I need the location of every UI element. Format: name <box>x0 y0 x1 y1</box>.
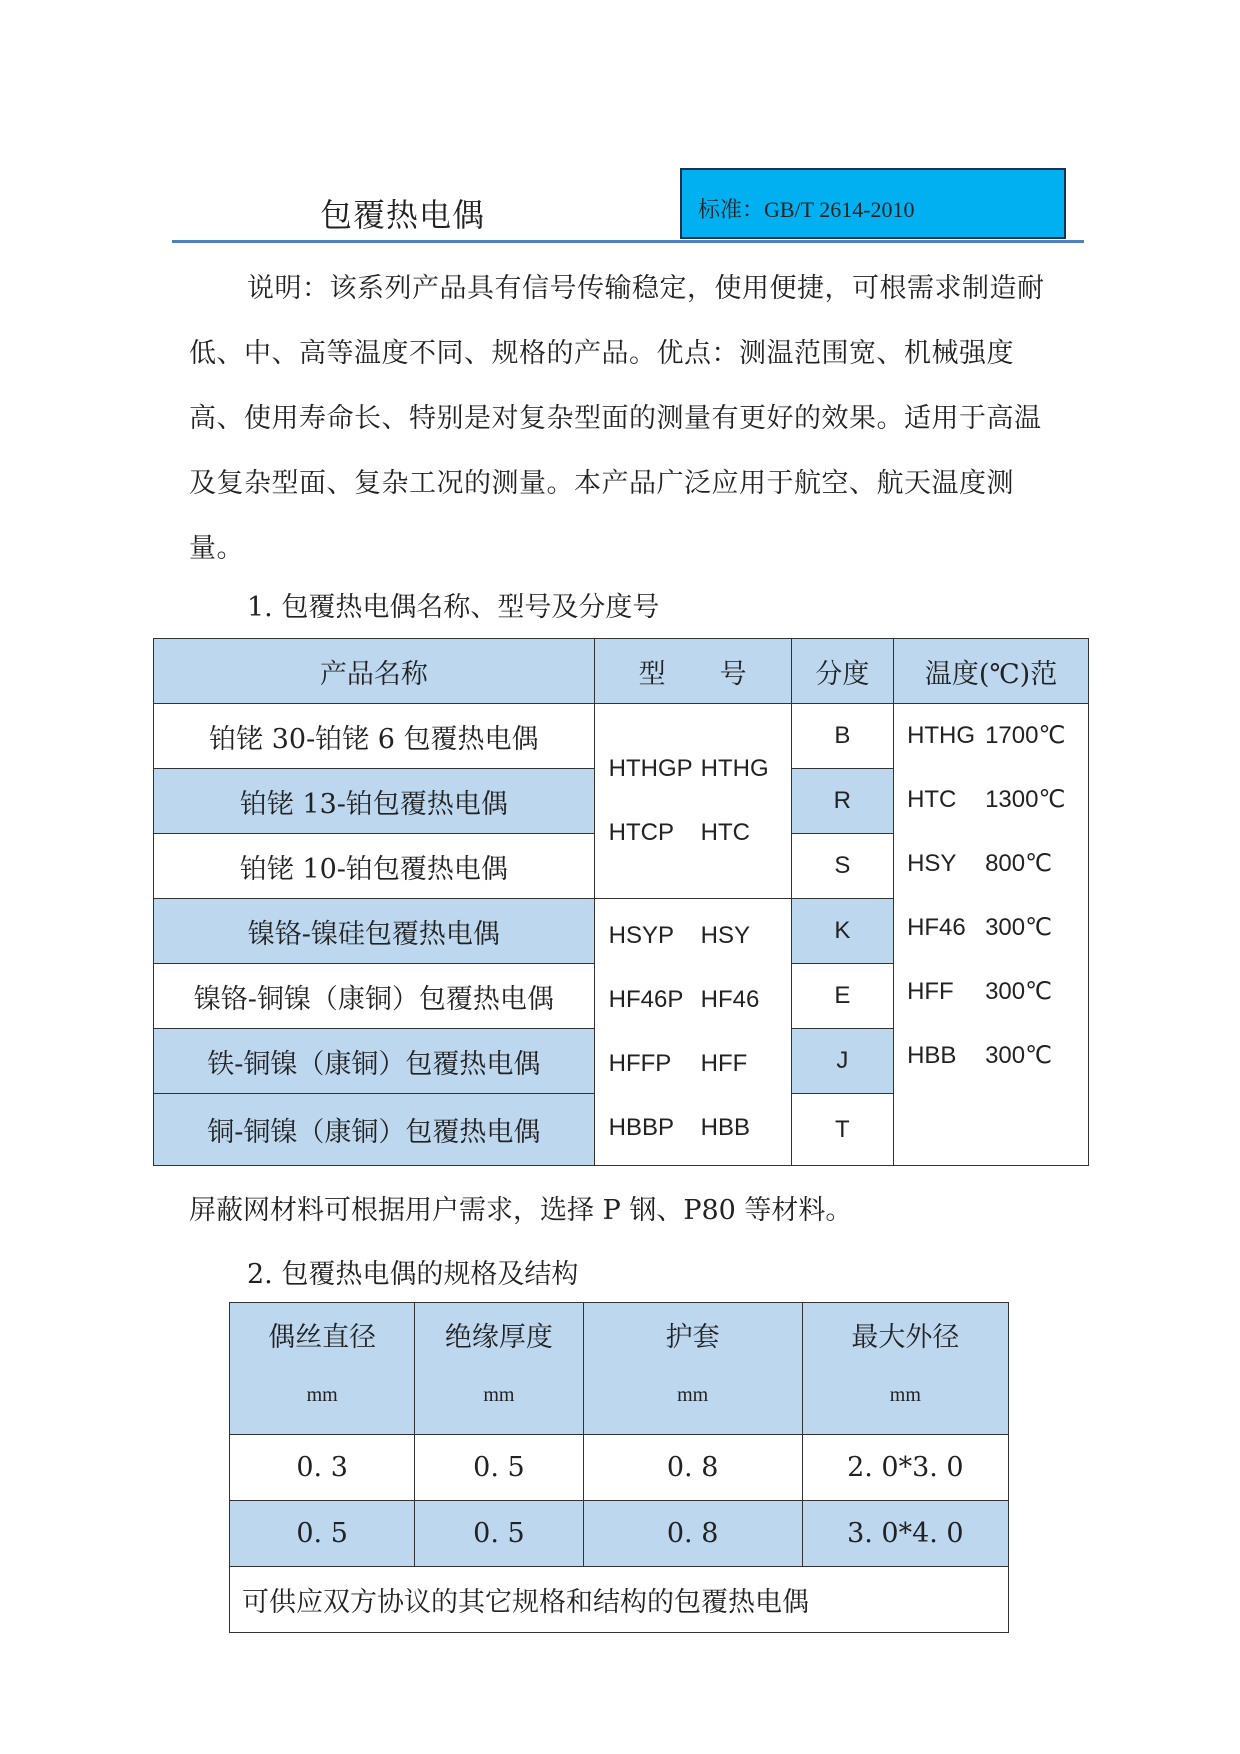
header-label: 护套 <box>665 1322 720 1353</box>
header-graduation: 分度 <box>791 639 894 704</box>
model-code: HFF <box>700 1050 748 1077</box>
temp-value: 1700℃ <box>985 722 1066 749</box>
table-cell: 0. 8 <box>583 1501 802 1567</box>
temp-model: HTHG <box>907 722 976 749</box>
temperature-cell <box>894 704 1089 1166</box>
product-name-cell: 铁-铜镍（康铜）包覆热电偶 <box>154 1029 595 1094</box>
table-header-row <box>154 639 1089 704</box>
product-name-cell: 镍铬-镍硅包覆热电偶 <box>154 899 595 964</box>
table-cell: 0. 3 <box>230 1435 415 1501</box>
temp-value: 300℃ <box>985 978 1053 1005</box>
graduation-cell: S <box>791 834 894 899</box>
model-code: HBB <box>700 1114 750 1141</box>
table-footer-note: 可供应双方协议的其它规格和结构的包覆热电偶 <box>230 1567 1009 1633</box>
standard-label: 标准：GB/T 2614-2010 <box>698 197 915 222</box>
header-product-name: 产品名称 <box>154 639 595 704</box>
header-insulation-thickness <box>415 1303 583 1435</box>
model-code: HTC <box>700 819 750 846</box>
page-title: 包覆热电偶 <box>320 196 486 234</box>
table-cell: 0. 5 <box>415 1435 583 1501</box>
description-paragraph <box>189 256 1059 581</box>
graduation-cell: J <box>791 1029 894 1094</box>
model-code: HFFP <box>608 1050 672 1077</box>
product-name-cell: 镍铬-铜镍（康铜）包覆热电偶 <box>154 964 595 1029</box>
table-row <box>154 704 1089 769</box>
table-cell: 3. 0*4. 0 <box>802 1501 1008 1567</box>
temp-model: HSY <box>907 850 957 877</box>
temp-model: HTC <box>907 786 957 813</box>
table-cell: 2. 0*3. 0 <box>802 1435 1008 1501</box>
model-code: HF46P <box>608 986 684 1013</box>
shield-material-note: 屏蔽网材料可根据用户需求，选择 P 钢、P80 等材料。 <box>189 1195 853 1226</box>
temp-model: HFF <box>907 978 954 1005</box>
graduation-cell: R <box>791 769 894 834</box>
thermocouple-models-table <box>153 638 1089 1166</box>
table-row <box>230 1501 1009 1567</box>
temp-value: 300℃ <box>985 1042 1053 1069</box>
specification-table <box>229 1302 1009 1633</box>
graduation-cell: B <box>791 704 894 769</box>
table-header-row <box>230 1303 1009 1435</box>
header-unit: mm <box>677 1384 709 1406</box>
product-name-cell: 铜-铜镍（康铜）包覆热电偶 <box>154 1094 595 1166</box>
product-name-cell: 铂铑 30-铂铑 6 包覆热电偶 <box>154 704 595 769</box>
header-unit: mm <box>306 1384 338 1406</box>
header-label: 绝缘厚度 <box>444 1322 553 1353</box>
description-text: 说明：该系列产品具有信号传输稳定，使用便捷，可根需求制造耐低、中、高等温度不同、规格的产品。优点：测温范围宽、机械强度高、使用寿命长、特别是对复杂型面的测量有更好的效果。适用于高温及复杂型面、复杂工况的测量。本产品广泛应用于航空、航天温度测量。 <box>189 273 1045 564</box>
temp-model: HBB <box>907 1042 957 1069</box>
table-row <box>230 1567 1009 1633</box>
table-row <box>230 1435 1009 1501</box>
header-temperature: 温度(℃)范 <box>894 639 1089 704</box>
header-label: 偶丝直径 <box>268 1322 377 1353</box>
table-cell: 0. 5 <box>415 1501 583 1567</box>
model-code: HSY <box>700 922 750 949</box>
product-name-cell: 铂铑 13-铂包覆热电偶 <box>154 769 595 834</box>
header-label: 最大外径 <box>851 1322 960 1353</box>
section-title-1: 1. 包覆热电偶名称、型号及分度号 <box>247 592 660 623</box>
temp-value: 800℃ <box>985 850 1053 877</box>
graduation-cell: E <box>791 964 894 1029</box>
header-model: 型 号 <box>594 639 791 704</box>
model-code: HTHGP <box>608 755 693 782</box>
model-cell-group2 <box>594 899 791 1166</box>
section-title-2: 2. 包覆热电偶的规格及结构 <box>247 1259 579 1290</box>
header-divider <box>172 240 1084 243</box>
header-unit: mm <box>889 1384 921 1406</box>
product-name-cell: 铂铑 10-铂包覆热电偶 <box>154 834 595 899</box>
graduation-cell: T <box>791 1094 894 1166</box>
model-code: HBBP <box>608 1114 674 1141</box>
temp-model: HF46 <box>907 914 966 941</box>
header-sheath <box>583 1303 802 1435</box>
table-cell: 0. 8 <box>583 1435 802 1501</box>
header-unit: mm <box>483 1384 515 1406</box>
header-max-outer-diameter <box>802 1303 1008 1435</box>
table-cell: 0. 5 <box>230 1501 415 1567</box>
model-code: HSYP <box>608 922 674 949</box>
model-cell-group1 <box>594 704 791 899</box>
model-code: HF46 <box>700 986 760 1013</box>
header-wire-diameter <box>230 1303 415 1435</box>
model-code: HTHG <box>700 755 769 782</box>
temp-value: 1300℃ <box>985 786 1066 813</box>
temp-value: 300℃ <box>985 914 1053 941</box>
graduation-cell: K <box>791 899 894 964</box>
model-code: HTCP <box>608 819 674 846</box>
